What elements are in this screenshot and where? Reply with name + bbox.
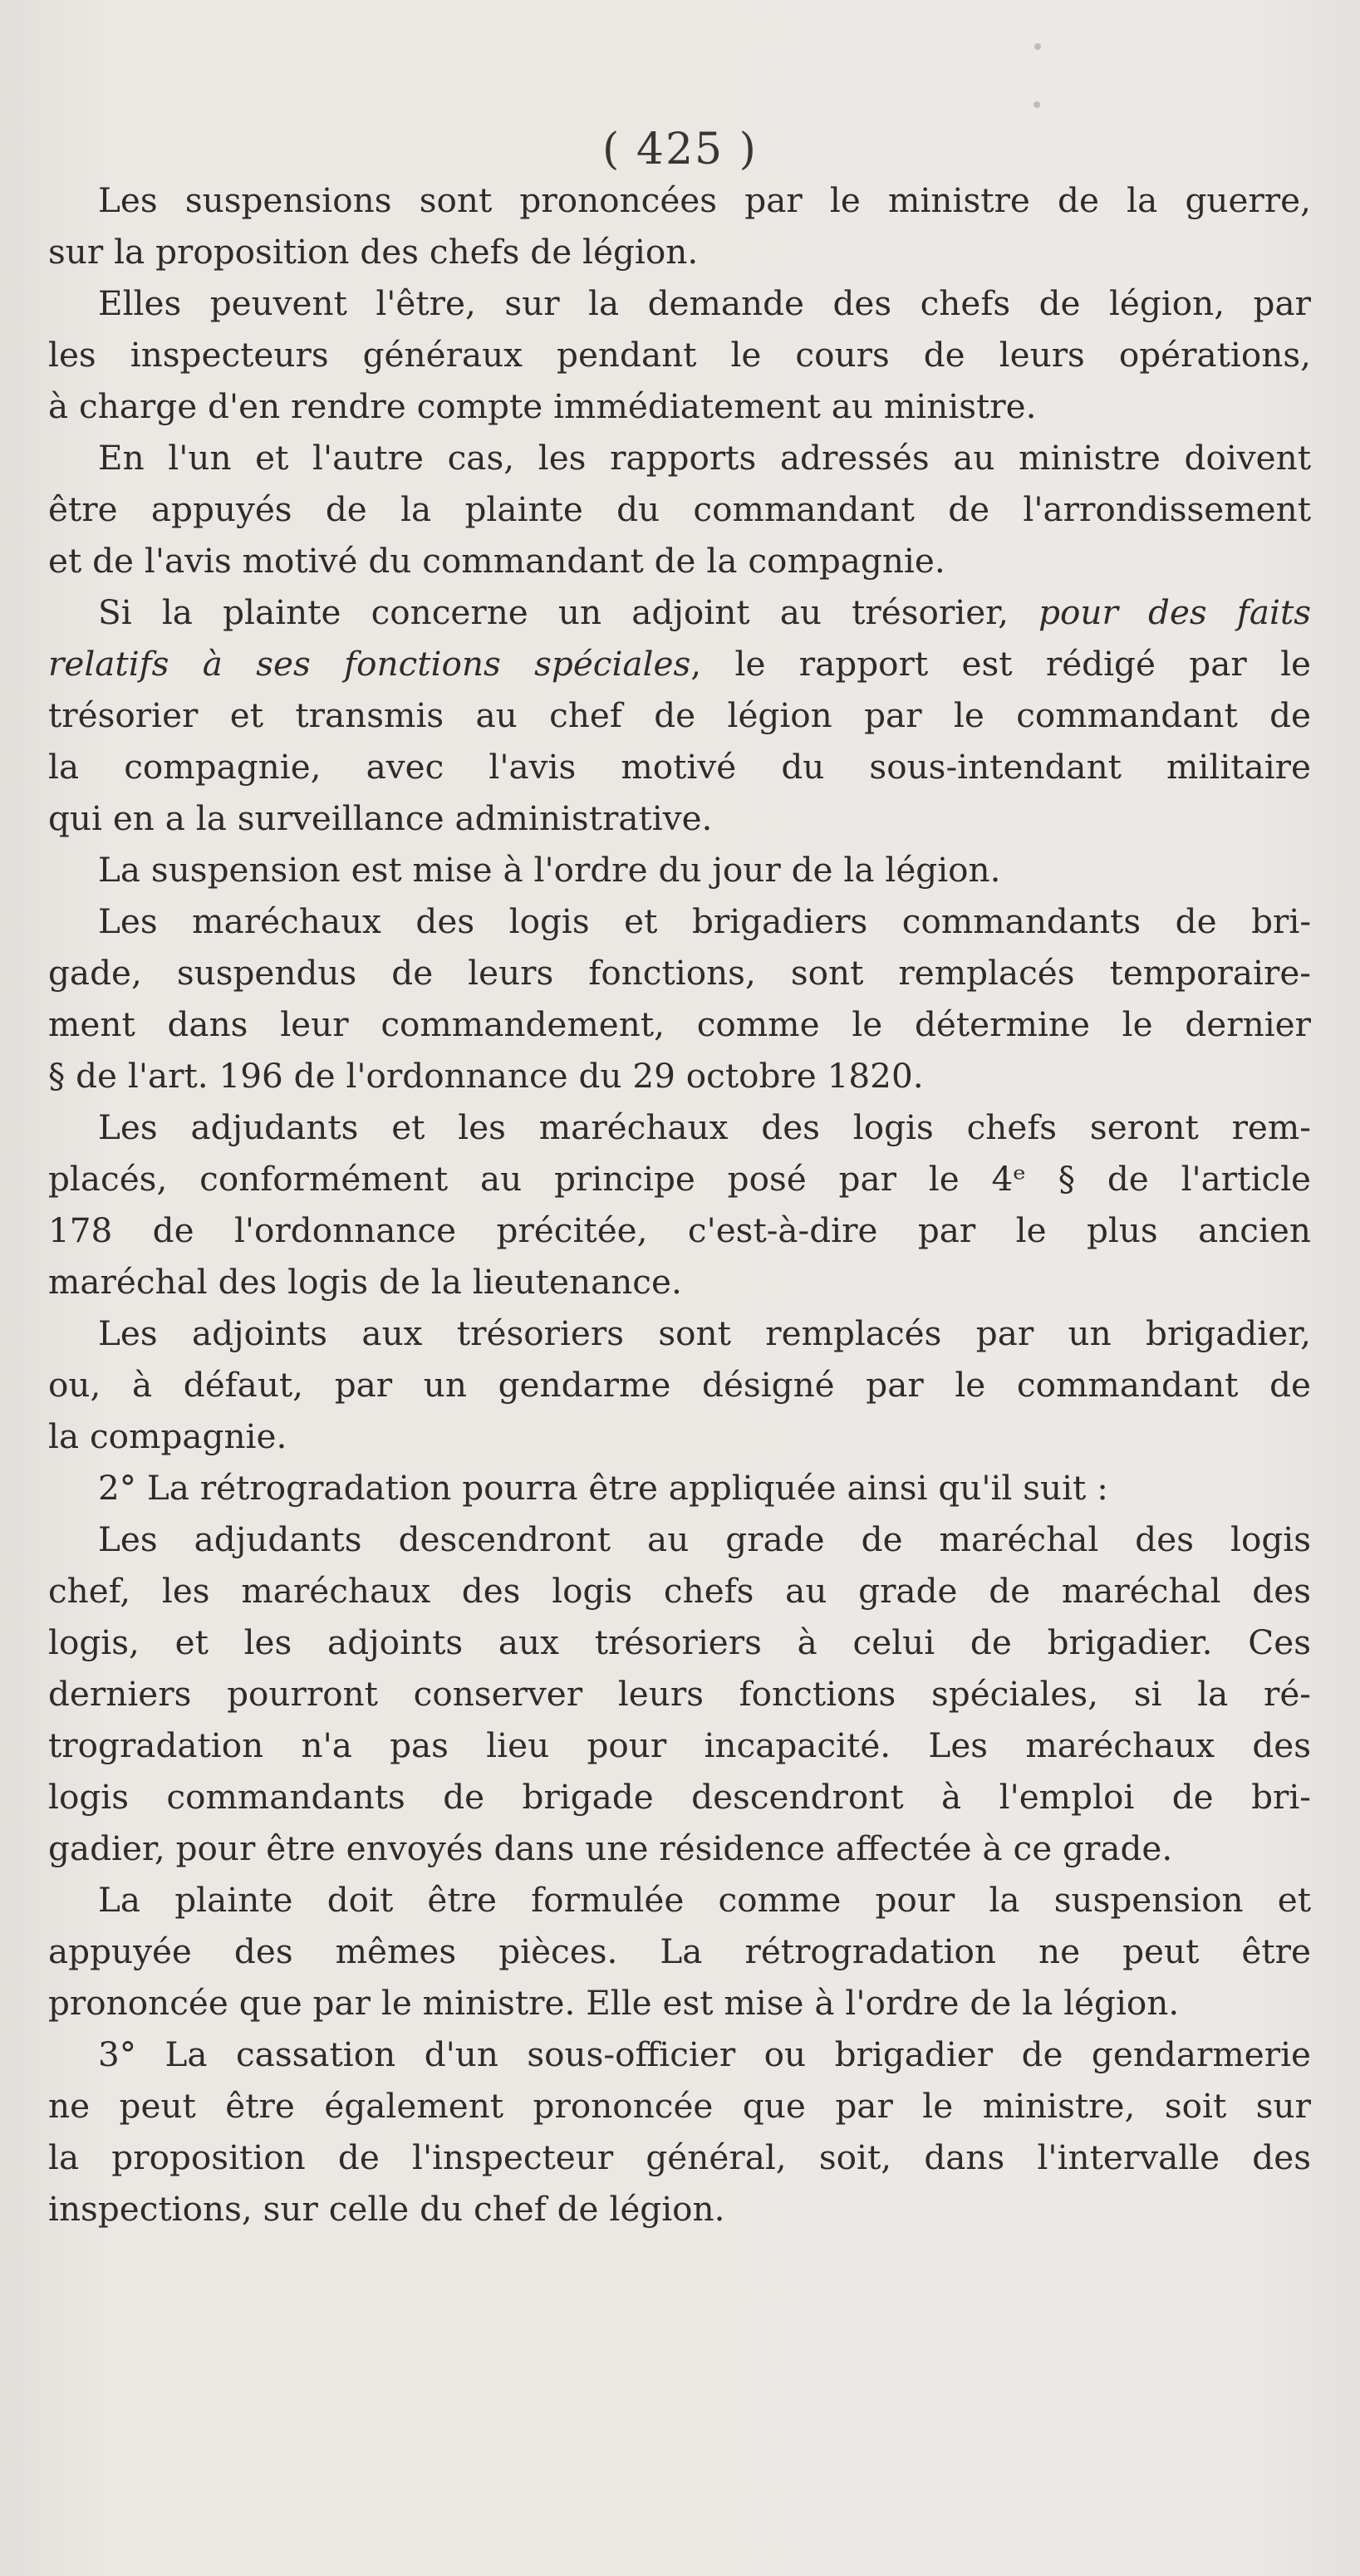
text-line: ne peut être également prononcée que par le ministre, soit sur xyxy=(48,2086,1311,2126)
text-line: les inspecteurs généraux pendant le cours de leurs opérations, xyxy=(48,335,1311,375)
text-line: prononcée que par le ministre. Elle est mise à l'ordre de la légion. xyxy=(48,1983,1180,2023)
text-line: La suspension est mise à l'ordre du jour de la légion. xyxy=(98,850,1001,890)
text-line: placés, conformément au principe posé par le 4ᵉ § de l'article xyxy=(48,1159,1311,1199)
text-line: ment dans leur commandement, comme le détermine le dernier xyxy=(48,1004,1311,1044)
text-line: Les adjudants et les maréchaux des logis chefs seront rem- xyxy=(98,1107,1311,1147)
text-line: Si la plainte concerne un adjoint au trésorier, pour des faits xyxy=(98,592,1311,632)
text-line: La plainte doit être formulée comme pour la suspension et xyxy=(98,1880,1311,1920)
text-line: gadier, pour être envoyés dans une résidence affectée à ce grade. xyxy=(48,1828,1173,1868)
text-line: inspections, sur celle du chef de légion. xyxy=(48,2189,725,2229)
paper-speck xyxy=(1034,43,1041,50)
text-line: à charge d'en rendre compte immédiatement au ministre. xyxy=(48,386,1037,426)
text-line: Les suspensions sont prononcées par le ministre de la guerre, xyxy=(98,180,1311,220)
text-line: logis commandants de brigade descendront à l'emploi de bri- xyxy=(48,1777,1311,1817)
text-line: § de l'art. 196 de l'ordonnance du 29 octobre 1820. xyxy=(48,1056,924,1096)
text-line: et de l'avis motivé du commandant de la compagnie. xyxy=(48,541,945,581)
text-line: appuyée des mêmes pièces. La rétrogradation ne peut être xyxy=(48,1931,1311,1971)
text-line: Les adjoints aux trésoriers sont remplacés par un brigadier, xyxy=(98,1313,1311,1353)
text-line: 178 de l'ordonnance précitée, c'est-à-dire par le plus ancien xyxy=(48,1210,1311,1250)
text-line: ou, à défaut, par un gendarme désigné par le commandant de xyxy=(48,1365,1311,1405)
page-number: ( 425 ) xyxy=(602,125,758,174)
text-line: qui en a la surveillance administrative. xyxy=(48,798,713,838)
italic-phrase: pour des faits xyxy=(1038,592,1311,632)
text-line: relatifs à ses fonctions spéciales, le rapport est rédigé par le xyxy=(48,644,1311,684)
text-line: la proposition de l'inspecteur général, soit, dans l'intervalle des xyxy=(48,2137,1311,2177)
text-line: maréchal des logis de la lieutenance. xyxy=(48,1262,682,1302)
text-line: logis, et les adjoints aux trésoriers à celui de brigadier. Ces xyxy=(48,1622,1311,1662)
text-line: trésorier et transmis au chef de légion par le commandant de xyxy=(48,695,1311,735)
text-line: chef, les maréchaux des logis chefs au grade de maréchal des xyxy=(48,1571,1311,1611)
text-line: 2° La rétrogradation pourra être appliquée ainsi qu'il suit : xyxy=(98,1468,1108,1508)
text-line: gade, suspendus de leurs fonctions, sont remplacés temporaire- xyxy=(48,953,1311,993)
paper-speck xyxy=(1034,101,1040,108)
text-line: derniers pourront conserver leurs fonctions spéciales, si la ré- xyxy=(48,1674,1311,1714)
text-line: être appuyés de la plainte du commandant de l'arrondissement xyxy=(48,489,1311,529)
text-line: Les adjudants descendront au grade de maréchal des logis xyxy=(98,1519,1311,1559)
italic-phrase: relatifs à ses fonctions spéciales xyxy=(48,644,691,684)
text-line: trogradation n'a pas lieu pour incapacité. Les maréchaux des xyxy=(48,1725,1311,1765)
text-line: la compagnie, avec l'avis motivé du sous-intendant militaire xyxy=(48,747,1311,787)
text-line: Elles peuvent l'être, sur la demande des chefs de légion, par xyxy=(98,283,1311,323)
body-text xyxy=(48,174,1311,2235)
text-line: Les maréchaux des logis et brigadiers commandants de bri- xyxy=(98,901,1311,941)
text-line: En l'un et l'autre cas, les rapports adressés au ministre doivent xyxy=(98,438,1311,478)
text-line: la compagnie. xyxy=(48,1416,287,1456)
text-line: sur la proposition des chefs de légion. xyxy=(48,232,699,272)
text-line: 3° La cassation d'un sous-officier ou brigadier de gendarmerie xyxy=(98,2034,1311,2074)
